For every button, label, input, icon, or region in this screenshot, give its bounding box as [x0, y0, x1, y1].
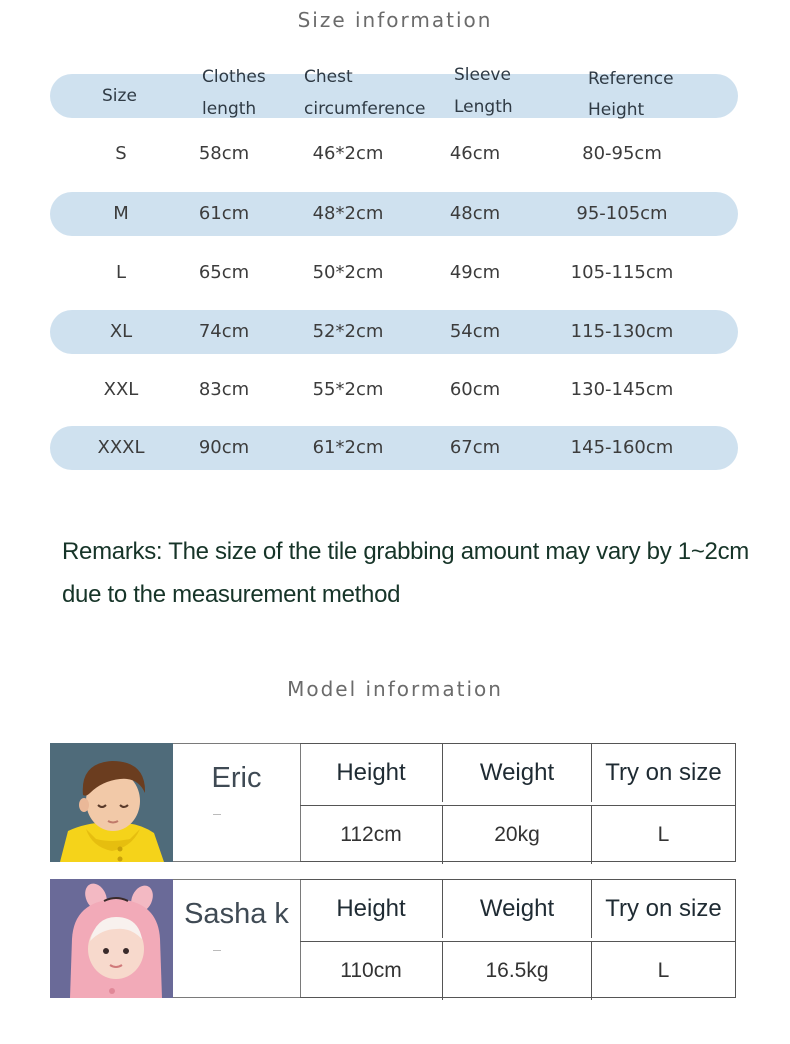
cell-height: 115-130cm — [570, 321, 674, 342]
header-height: Height — [300, 744, 443, 802]
cell-size: M — [113, 203, 129, 224]
table-row — [50, 192, 738, 236]
cell-height: 80-95cm — [582, 143, 662, 164]
header-height: Height — [300, 880, 443, 938]
cell-size: L — [115, 262, 127, 283]
name-divider — [213, 814, 221, 815]
cell-size: XXL — [103, 379, 139, 400]
cell-length: 61cm — [198, 203, 250, 224]
table-row — [50, 368, 738, 412]
size-information-title: Size information — [297, 8, 493, 32]
header-clothes-length-line2: length — [202, 99, 257, 119]
cell-sleeve: 54cm — [449, 321, 501, 342]
cell-length: 74cm — [198, 321, 250, 342]
cell-chest: 48*2cm — [312, 203, 384, 224]
model-name: Sasha k — [184, 898, 289, 930]
cell-sleeve: 49cm — [449, 262, 501, 283]
cell-size: XXXL — [97, 437, 145, 458]
cell-size: S — [115, 143, 127, 164]
cell-length: 83cm — [198, 379, 250, 400]
model-card-sasha — [50, 879, 736, 998]
cell-chest: 55*2cm — [312, 379, 384, 400]
value-try-on-size: L — [657, 959, 670, 982]
header-sleeve-line2: Length — [454, 97, 513, 117]
model-photo-boy — [50, 743, 173, 862]
cell-length: 90cm — [198, 437, 250, 458]
header-chest-line1: Chest — [304, 67, 353, 87]
cell-chest: 50*2cm — [312, 262, 384, 283]
model-name-box — [173, 879, 301, 998]
model-card-eric — [50, 743, 736, 862]
name-divider — [213, 950, 221, 951]
cell-size: XL — [109, 321, 133, 342]
value-weight: 20kg — [443, 806, 592, 864]
cell-height: 105-115cm — [570, 262, 674, 283]
table-row — [50, 310, 738, 354]
header-try-on-size: Try on size — [605, 895, 722, 922]
cell-sleeve: 48cm — [449, 203, 501, 224]
header-height-line1: Reference — [588, 69, 674, 89]
cell-sleeve: 67cm — [449, 437, 501, 458]
model-photo-girl — [50, 879, 173, 998]
header-try-on-size: Try on size — [605, 759, 722, 786]
model-name: Eric — [211, 762, 262, 794]
cell-length: 65cm — [198, 262, 250, 283]
value-weight: 16.5kg — [443, 942, 592, 1000]
cell-sleeve: 60cm — [449, 379, 501, 400]
table-row — [50, 426, 738, 470]
remarks-line-1: Remarks: The size of the tile grabbing amount may vary by 1~2cm — [62, 538, 749, 565]
table-row — [50, 251, 738, 295]
size-table-header — [50, 65, 738, 120]
value-height: 110cm — [300, 942, 443, 1000]
model-name-box — [173, 743, 301, 862]
table-row — [50, 132, 738, 176]
model-information-title: Model information — [287, 677, 503, 701]
model-measure-table — [300, 879, 736, 998]
cell-chest: 61*2cm — [312, 437, 384, 458]
cell-height: 130-145cm — [570, 379, 674, 400]
cell-height: 145-160cm — [570, 437, 674, 458]
remarks-note — [62, 530, 772, 616]
header-height-line2: Height — [588, 100, 645, 120]
cell-sleeve: 46cm — [449, 143, 501, 164]
header-sleeve-line1: Sleeve — [454, 65, 511, 85]
header-weight: Weight — [443, 880, 592, 938]
cell-height: 95-105cm — [576, 203, 668, 224]
cell-length: 58cm — [198, 143, 250, 164]
cell-chest: 52*2cm — [312, 321, 384, 342]
cell-chest: 46*2cm — [312, 143, 384, 164]
header-weight: Weight — [443, 744, 592, 802]
header-size: Size — [102, 86, 137, 106]
model-measure-table — [300, 743, 736, 862]
remarks-line-2: due to the measurement method — [62, 581, 401, 608]
header-clothes-length-line1: Clothes — [202, 67, 266, 87]
header-chest-line2: circumference — [304, 99, 426, 119]
value-try-on-size: L — [657, 823, 670, 846]
value-height: 112cm — [300, 806, 443, 864]
